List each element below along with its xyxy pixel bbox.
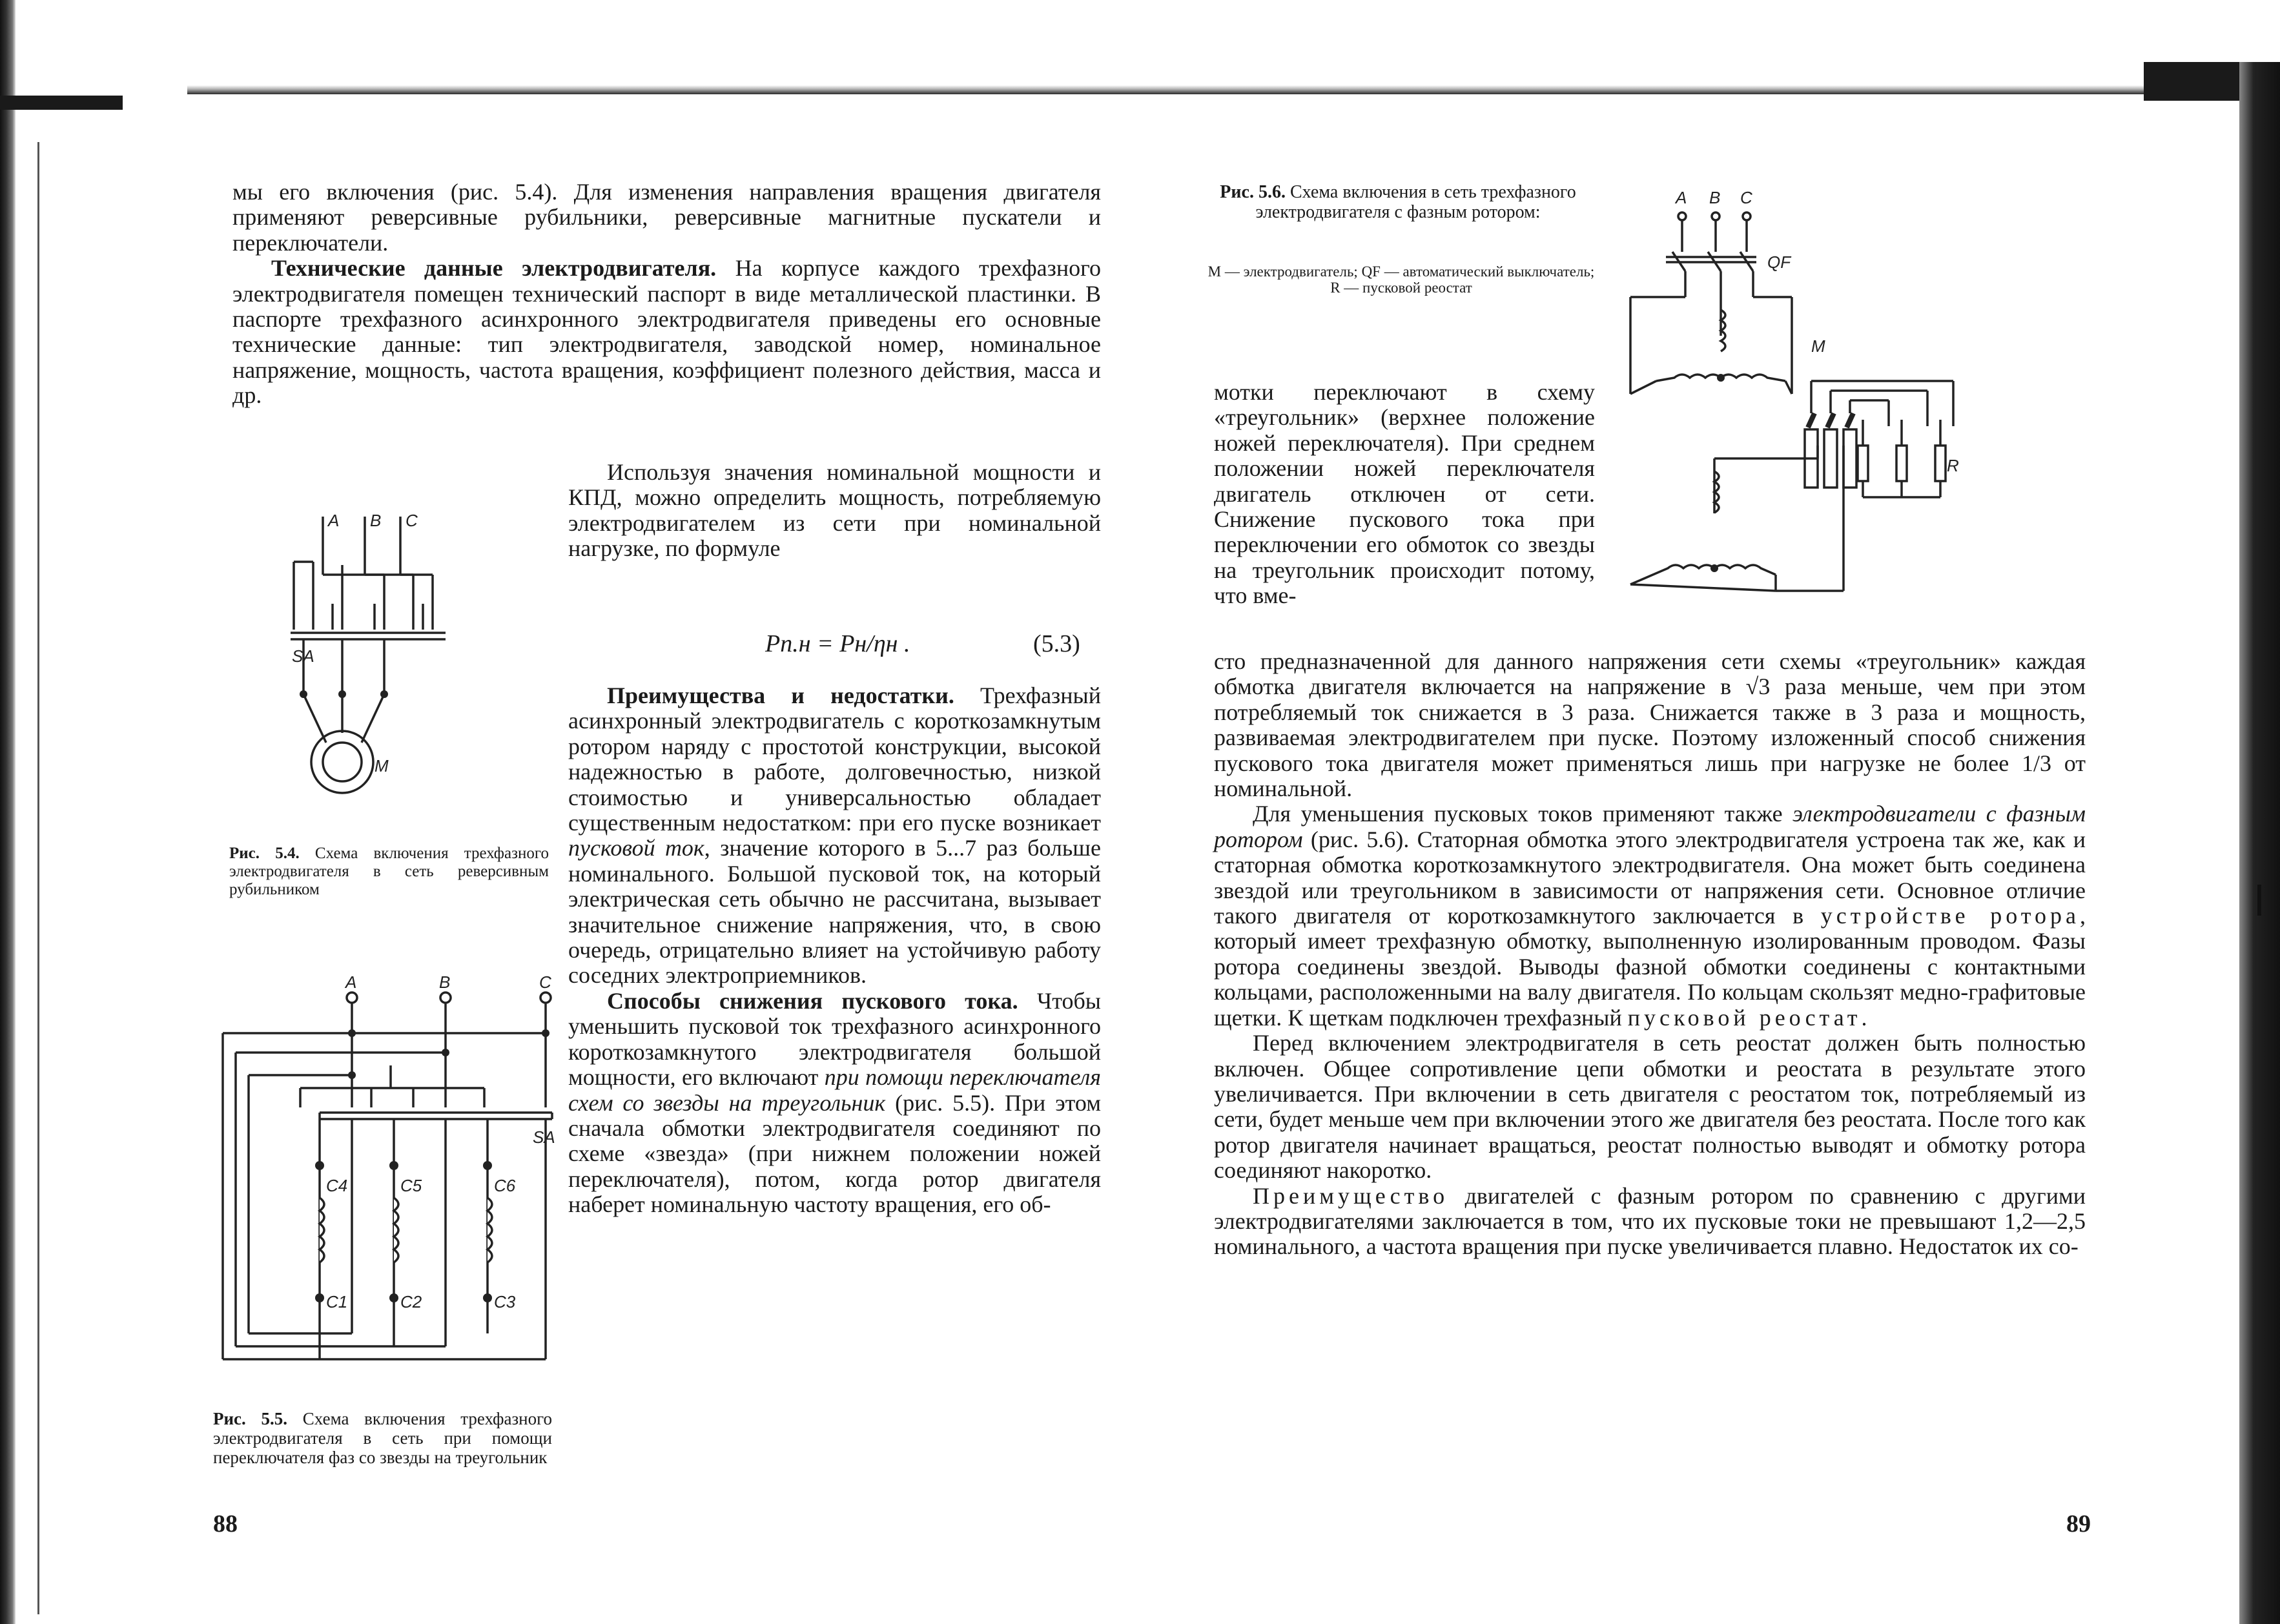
fig56-caption-text: Схема включения в сеть трехфазного электродвигателя с фазным ротором: (1255, 182, 1576, 222)
paragraph-power: Используя значения номинальной мощности и КПД, можно определить мощность, потребляемую электродвигателем из сети при номинальной нагрузке, по формуле (568, 459, 1101, 562)
left-page-number: 88 (213, 1510, 238, 1537)
figure-5-4-diagram (284, 507, 497, 836)
right-edge-mark (2257, 885, 2261, 916)
fig55-caption-number: Рис. 5.5. (213, 1409, 288, 1428)
heading-reduce: Способы снижения пускового тока. (607, 987, 1018, 1014)
fig55-label-c2: C2 (400, 1292, 422, 1311)
right-page-number: 89 (2066, 1510, 2091, 1537)
fig54-label-m: M (375, 756, 389, 776)
figure-5-6-caption (1217, 182, 1579, 222)
para2-italic: электродвигатели с фазным ротором (1214, 801, 2086, 852)
fig54-caption-number: Рис. 5.4. (229, 845, 300, 862)
figure-5-5-diagram (216, 972, 565, 1366)
reduce-italic: при помощи переключателя схем со звезды на треугольник (568, 1064, 1102, 1116)
right-wrap-text (1214, 380, 1595, 609)
fig54-label-a: A (328, 511, 340, 530)
fig55-caption-text: Схема включения трехфазного электродвигателя в сеть при помощи переключателя фаз со звезды на треугольник (213, 1409, 552, 1467)
fig55-label-c3: C3 (494, 1292, 516, 1311)
right-main-text (1214, 649, 2086, 1260)
left-binding-edge (0, 0, 15, 1624)
paragraph-phase-rotor (1214, 801, 2086, 1031)
fig56-label-c: C (1740, 188, 1752, 207)
para2-text-2: (рис. 5.6). Статорная обмотка этого электродвигателя устроена так же, как и статорная обмотка короткозамкнутого электродвигателя. Она может быть соединена звездой или треугольником в зависимости от напряжения сети. Основное отличие такого двигателя от короткозамкнутого заключается в (1214, 826, 2086, 929)
para4-text: двигателей с фазным ротором по сравнению с другими электродвигателями заключается в том, что их пусковые токи не превышают 1,2—2,5 номинального, а частота вращения при пуске увеличивается плавно. Недостаток их со- (1214, 1182, 2086, 1260)
paragraph-tech-data (232, 256, 1101, 408)
para4-spaced: Преимущество (1253, 1182, 1449, 1209)
left-top-text (232, 180, 1101, 409)
paragraph-reduce (568, 989, 1101, 1218)
fig56-label-r: R (1947, 456, 1959, 475)
fig56-caption-number: Рис. 5.6. (1220, 182, 1286, 202)
fig55-label-c1: C1 (326, 1292, 348, 1311)
fig55-label-c4: C4 (326, 1176, 348, 1195)
figure-5-5-caption (213, 1409, 552, 1467)
para2-spaced-1: устройстве ротора (1820, 903, 2080, 929)
para2-text-3: , который имеет трехфазную обмотку, выполненную изолированным проводом. Фазы ротора соединены звездой. Выводы фазной обмотки соединены с контактными кольцами, расположенными на валу двигателя. По кольцам скользят медно-графитовые щетки. К щеткам подключен трехфазный (1214, 903, 2086, 1031)
fig55-label-c6: C6 (494, 1176, 516, 1195)
paragraph-before-start: Перед включением электродвигателя в сеть реостат должен быть полностью включен. Общее сопротивление цепи обмотки и реостата в результате этого увеличивается. При включении в сеть двигателя с реостатом ток, потребляемый из сети, будет меньше чем при включении этого же двигателя без реостата. После того как ротор двигателя начинает вращаться, реостат полностью выводят и обмотку ротора соединяют накоротко. (1214, 1030, 2086, 1184)
paragraph-wrap: мотки переключают в схему «треугольник» (верхнее положение ножей переключателя). При среднем положении ножей переключателя двигатель отключен от сети. Снижение пускового тока при переключении его обмоток со звезды на треугольник происходит потому, что вме- (1214, 379, 1595, 609)
reduce-text-2: (рис. 5.5). При этом сначала обмотки электродвигателя соединяют по схеме «звезда» (при нижнем положении ножей переключателя), потом, когда ротор двигателя наберет номинальную частоту вращения, его об- (568, 1089, 1101, 1218)
fig55-label-a: A (345, 972, 357, 992)
fig55-label-sa: SA (533, 1127, 555, 1147)
para2-text-4: . (1861, 1004, 1867, 1031)
formula-number: (5.3) (1033, 630, 1080, 657)
paragraph-advantage (1214, 1184, 2086, 1260)
figure-5-6-legend (1207, 263, 1595, 296)
adv-italic: пусковой ток (568, 835, 704, 861)
para2-spaced-2: пусковой реостат (1627, 1004, 1862, 1031)
para2-text-1: Для уменьшения пусковых токов применяют также (1253, 801, 1793, 827)
fig56-legend-text: M — электродвигатель; QF — автоматический выключатель; R — пусковой реостат (1207, 263, 1595, 296)
paragraph-rotation: мы его включения (рис. 5.4). Для изменения направления вращения двигателя применяют реверсивные рубильники, реверсивные магнитные пускатели и переключатели. (232, 179, 1101, 256)
fig54-caption-text: Схема включения трехфазного электродвигателя в сеть реверсивным рубильником (229, 845, 549, 898)
fig56-label-qf: QF (1767, 252, 1791, 272)
right-binding-edge (2239, 62, 2280, 1624)
reduce-text-1: Чтобы уменьшить пусковой ток трехфазного асинхронного короткозамкнутого электродвигателя большой мощности, его включают (568, 987, 1101, 1091)
fig54-label-sa: SA (292, 646, 314, 666)
fig56-label-m: M (1811, 336, 1825, 356)
heading-tech-data: Технические данные электродвигателя. (271, 255, 717, 282)
adv-text-2: , значение которого в 5...7 раз больше номинального. Большой пусковой ток, на который электрическая сеть обычно не рассчитана, вызывает значительное снижение напряжения, что, в свою очередь, отрицательно влияет на устойчивую работу соседних электроприемников. (568, 835, 1101, 989)
left-lower-text (568, 683, 1101, 1218)
fig56-label-a: A (1676, 188, 1687, 207)
formula: Pп.н = Pн/ηн . (765, 630, 910, 657)
left-edge-thin-line (37, 142, 39, 1614)
top-left-shadow (0, 96, 123, 110)
tech-data-text: На корпусе каждого трехфазного электродвигателя помещен технический паспорт в виде металлической пластинки. В паспорте трехфазного асинхронного электродвигателя приведены его основные технические данные: тип электродвигателя, заводской номер, номинальное напряжение, мощность, частота вращения, коэффициент полезного действия, масса и др. (232, 255, 1101, 409)
fig56-label-b: B (1709, 188, 1721, 207)
fig55-label-c: C (539, 972, 551, 992)
figure-5-6-diagram (1618, 187, 1966, 626)
left-power-text (568, 460, 1101, 562)
fig54-label-c: C (406, 511, 418, 530)
fig55-label-c5: C5 (400, 1176, 422, 1195)
top-page-edge (187, 85, 2215, 94)
adv-text-1: Трехфазный асинхронный электродвигатель с короткозамкнутым ротором наряду с простотой конструкции, высокой надежностью в работе, долговечностью, низкой стоимостью и универсальностью обладает существенным недостатком: при его пуске возникает (568, 683, 1101, 836)
figure-5-4-caption (229, 845, 549, 899)
paragraph-advantages (568, 683, 1101, 989)
fig55-label-b: B (439, 972, 451, 992)
heading-advantages: Преимущества и недостатки. (607, 683, 954, 708)
paragraph-continuation: сто предназначенной для данного напряжения сети схемы «треугольник» каждая обмотка двигателя включается на напряжение в √3 раза меньше, чем при этом потребляемый ток снижается в 3 раза. Снижается также в 3 раза и мощность, развиваемая электродвигателем при пуске. Поэтому изложенный способ снижения пускового тока двигателя может применяться лишь при нагрузке не более 1/3 от номинальной. (1214, 648, 2086, 802)
fig54-label-b: B (370, 511, 382, 530)
